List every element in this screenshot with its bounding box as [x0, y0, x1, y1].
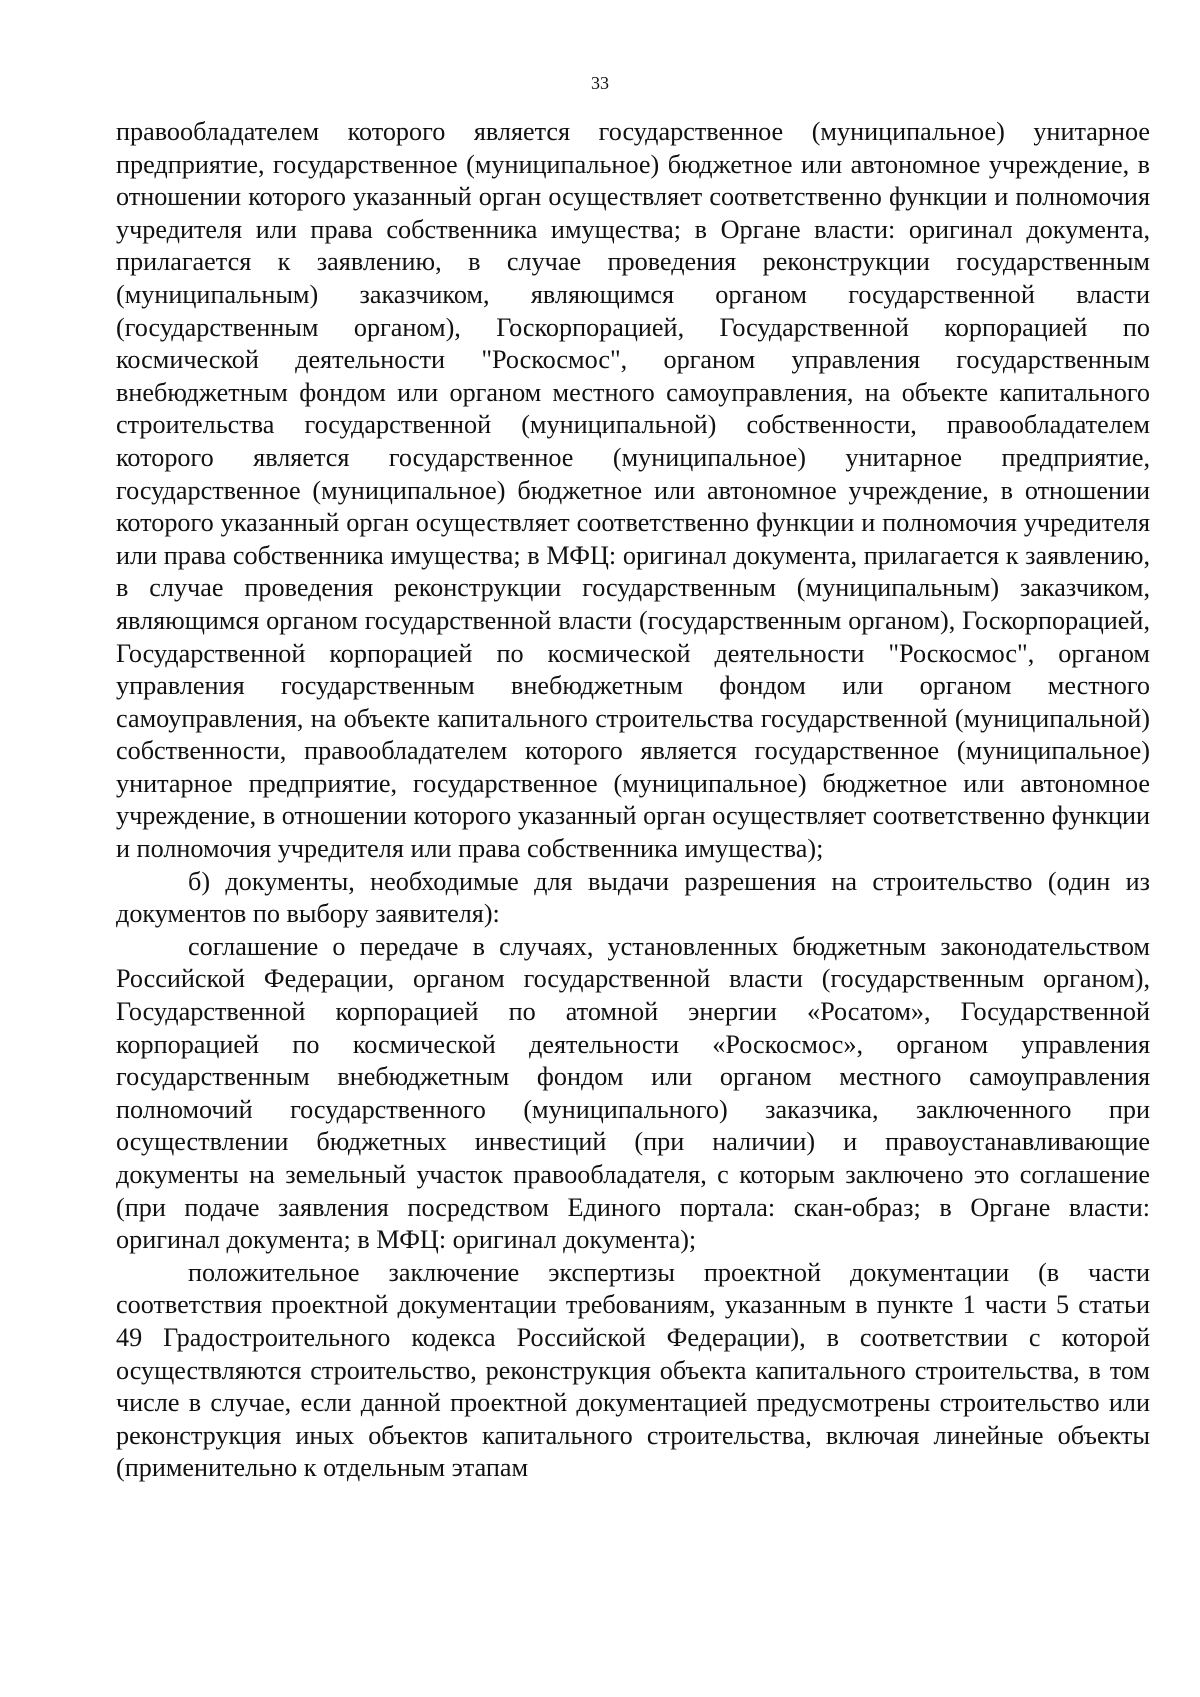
- paragraph-agreement: соглашение о передаче в случаях, установленных бюджетным законодательством Российской Федерации, органом государственной власти (государственным органом), Государственной корпорацией по атомной энергии «Росатом», Государственной корпорацией по космической деятельности «Роскосмос», органом управления государственным внебюджетным фондом или органом местного самоуправления полномочий государственного (муниципального) заказчика, заключенного при осуществлении бюджетных инвестиций (при наличии) и правоустанавливающие документы на земельный участок правообладателя, с которым заключено это соглашение (при подаче заявления посредством Единого портала: скан-образ; в Органе власти: оригинал документа; в МФЦ: оригинал документа);: [116, 931, 1150, 1255]
- page-number: 33: [591, 73, 609, 93]
- paragraph-expert-conclusion: положительное заключение экспертизы проектной документации (в части соответствия проектной документации требованиям, указанным в пункте 1 части 5 статьи 49 Градостроительного кодекса Российской Федерации), в соответствии с которой осуществляются строительство, реконструкция объекта капитального строительства, в том числе в случае, если данной проектной документацией предусмотрены строительство или реконструкция иных объектов капитального строительства, включая линейные объекты (применительно к отдельным этапам: [116, 1257, 1150, 1483]
- paragraph-item-b: б) документы, необходимые для выдачи разрешения на строительство (один из документов по выбору заявителя):: [116, 866, 1150, 929]
- paragraph-continuation: правообладателем которого является государственное (муниципальное) унитарное предприятие, государственное (муниципальное) бюджетное или автономное учреждение, в отношении которого указанный орган осуществляет соответственно функции и полномочия учредителя или права собственника имущества; в Органе власти: оригинал документа, прилагается к заявлению, в случае проведения реконструкции государственным (муниципальным) заказчиком, являющимся органом государственной власти (государственным органом), Госкорпорацией, Государственной корпорацией по космической деятельности "Роскосмос", органом управления государственным внебюджетным фондом или органом местного самоуправления, на объекте капитального строительства государственной (муниципальной) собственности, правообладателем которого является государственное (муниципальное) унитарное предприятие, государственное (муниципальное) бюджетное или автономное учреждение, в отношении которого указанный орган осуществляет соответственно функции и полномочия учредителя или права собственника имущества; в МФЦ: оригинал документа, прилагается к заявлению, в случае проведения реконструкции государственным (муниципальным) заказчиком, являющимся органом государственной власти (государственным органом), Госкорпорацией, Государственной корпорацией по космической деятельности "Роскосмос", органом управления государственным внебюджетным фондом или органом местного самоуправления, на объекте капитального строительства государственной (муниципальной) собственности, правообладателем которого является государственное (муниципальное) унитарное предприятие, государственное (муниципальное) бюджетное или автономное учреждение, в отношении которого указанный орган осуществляет соответственно функции и полномочия учредителя или права собственника имущества);: [116, 117, 1150, 864]
- body-text: [116, 116, 1150, 1485]
